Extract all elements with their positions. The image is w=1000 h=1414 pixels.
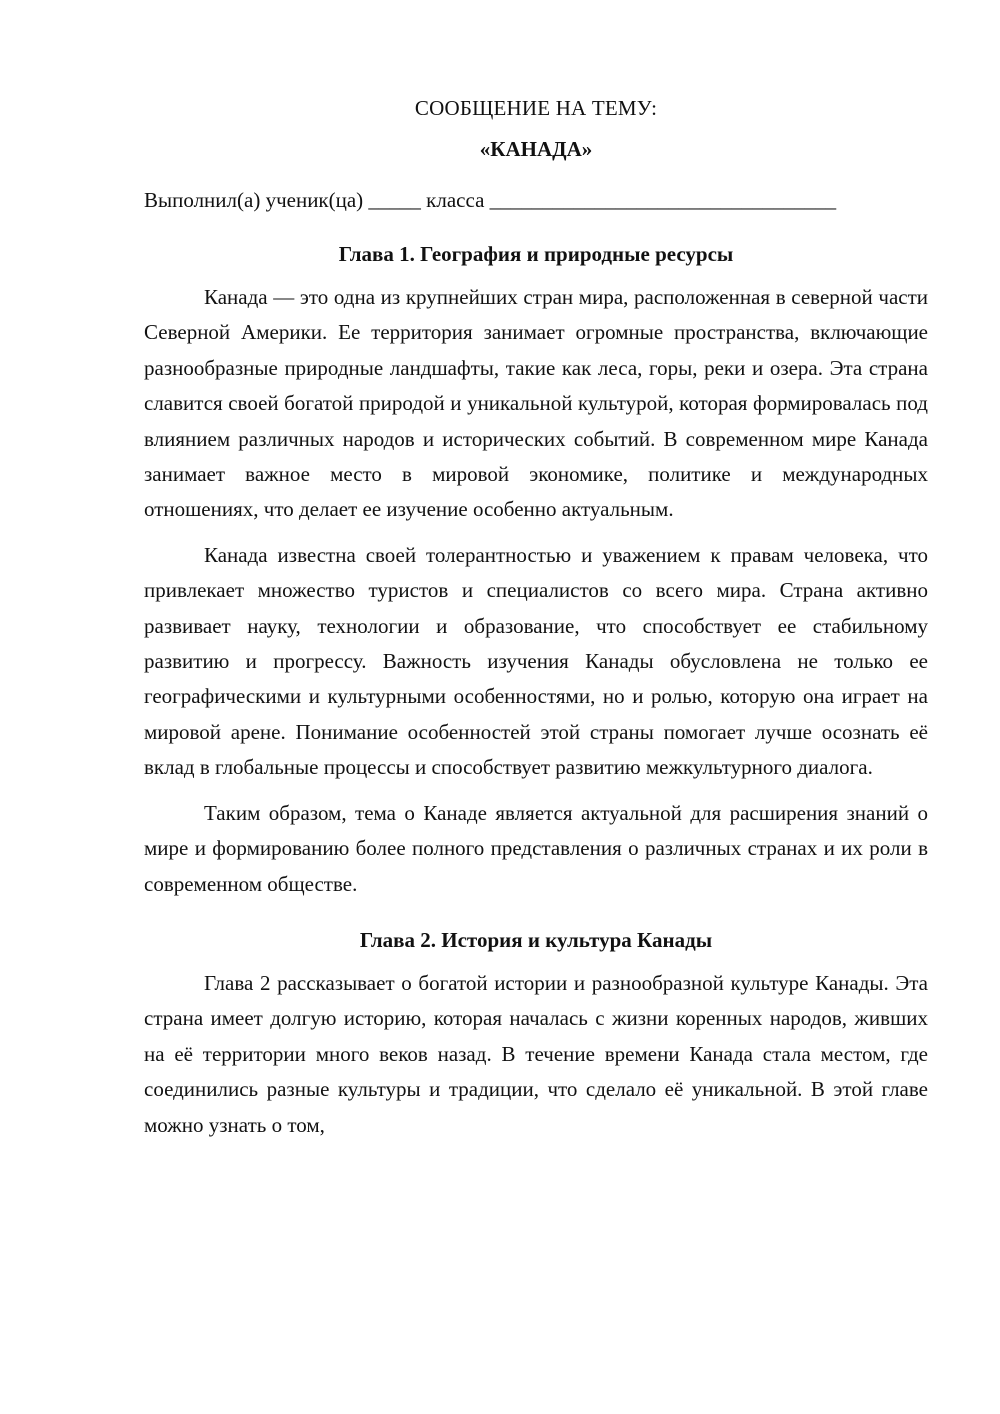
chapter-1-paragraph-2: Канада известна своей толерантностью и уважением к правам человека, что привлекает множество туристов и специалистов со всего мира. Страна активно развивает науку, технологии и образование, что способствует ее стабильному развитию и прогрессу. Важность изучения Канады обусловлена не только ее географическими и культурными особенностями, но и ролью, которую она играет на мировой арене. Понимание особенностей этой страны помогает лучше осознать её вклад в глобальные процессы и способствует развитию межкультурного диалога. <box>144 542 928 780</box>
document-subject: «КАНАДА» <box>479 137 593 161</box>
chapter-1-paragraph-1: Канада — это одна из крупнейших стран мира, расположенная в северной части Северной Америки. Ее территория занимает огромные пространства, включающие разнообразные природные ландшафты, такие как леса, горы, реки и озера. Эта страна славится своей богатой природой и уникальной культурой, которая формировалась под влиянием различных народов и исторических событий. В современном мире Канада занимает важное место в мировой экономике, политике и международных отношениях, что делает ее изучение особенно актуальным. <box>144 285 928 522</box>
document-title: СООБЩЕНИЕ НА ТЕМУ: <box>414 96 658 120</box>
chapter-1-paragraph-3: Таким образом, тема о Канаде является актуальной для расширения знаний о мире и формированию более полного представления о различных странах и их роли в современном обществе. <box>144 800 928 896</box>
author-line: Выполнил(а) ученик(ца) _____ класса _________________________________ <box>144 188 837 212</box>
chapter-1-heading: Глава 1. География и природные ресурсы <box>338 242 734 266</box>
chapter-2-paragraph-1: Глава 2 рассказывает о богатой истории и разнообразной культуре Канады. Эта страна имеет долгую историю, которая началась с жизни коренных народов, живших на её территории много веков назад. В течение времени Канада стала местом, где соединились разные культуры и традиции, что сделало её уникальной. В этой главе можно узнать о том, <box>144 970 928 1137</box>
document-body <box>144 92 928 1143</box>
chapter-2-heading: Глава 2. История и культура Канады <box>359 927 713 952</box>
